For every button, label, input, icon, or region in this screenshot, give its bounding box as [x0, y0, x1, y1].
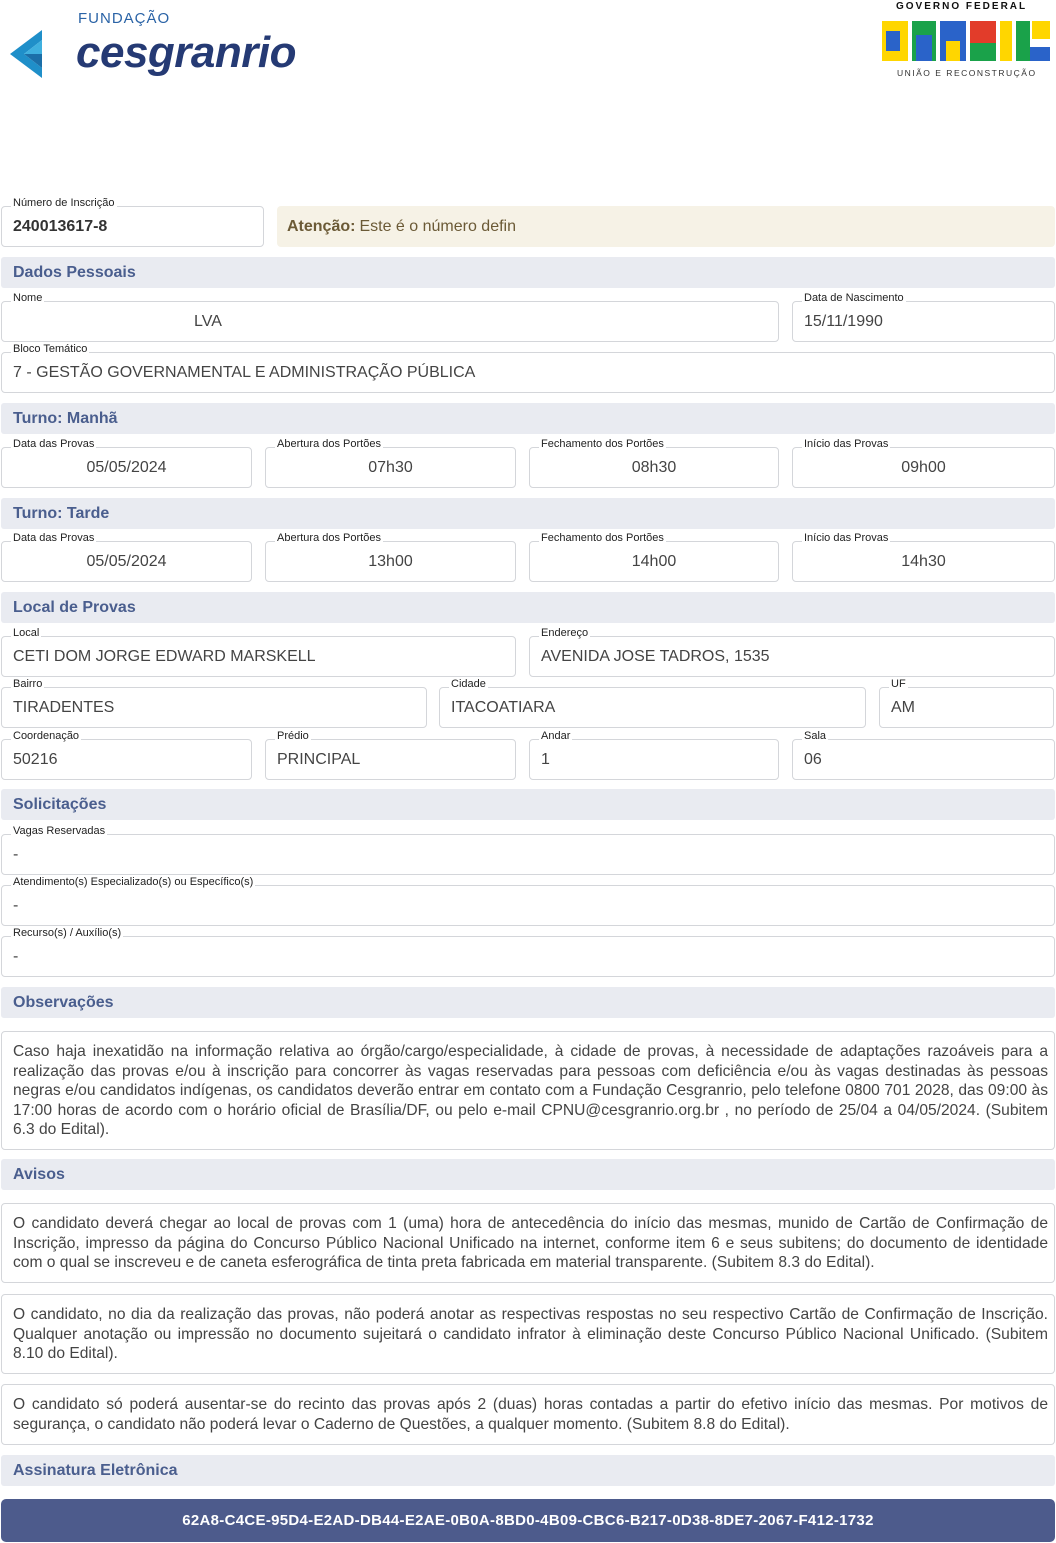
vagas-field: [1, 825, 1055, 875]
uf-value: AM: [891, 698, 915, 716]
coordenacao-field: [1, 730, 252, 780]
section-solicitacoes: [1, 789, 1055, 820]
inscricao-field: [1, 197, 264, 247]
section-title: Turno: Tarde: [13, 504, 110, 522]
coordenacao-label: Coordenação: [13, 730, 80, 742]
inscricao-value: 240013617-8: [13, 217, 108, 235]
manha-inicio-label: Início das Provas: [804, 438, 889, 450]
section-observacoes: [1, 987, 1055, 1018]
sala-label: Sala: [804, 730, 827, 742]
bloco-field: [1, 343, 1055, 393]
section-assinatura: [1, 1455, 1055, 1486]
endereco-label: Endereço: [541, 627, 589, 639]
inscricao-label: Número de Inscrição: [13, 197, 115, 209]
recurso-field: [1, 927, 1055, 977]
bairro-value: TIRADENTES: [13, 698, 115, 716]
endereco-value: AVENIDA JOSE TADROS, 1535: [541, 647, 770, 665]
cesgranrio-logo: [8, 8, 318, 88]
recurso-label: Recurso(s) / Auxílio(s): [13, 927, 122, 939]
predio-label: Prédio: [277, 730, 309, 742]
atendimento-value: -: [13, 896, 19, 914]
observacoes-text: Caso haja inexatidão na informação relativa ao órgão/cargo/especialidade, à cidade de provas, à necessidade de adaptações razoáveis para a realização das provas e/ou à inscrição para concorrer às vagas reservadas para pessoas com deficiência e/ou às vagas destinadas às pessoas negras e/ou candidatos indígenas, os candidatos deverão entrar em contato com a Fundação Cesgranrio, pelo telefone 0800 701 2028, das 09:00 às 17:00 horas de acordo com o horário oficial de Brasília/DF, ou pelo e-mail CPNU@cesgranrio.org.br , no período de 25/04 a 04/05/2024. (Subitem 6.3 do Edital).: [1, 1031, 1055, 1150]
section-avisos: [1, 1159, 1055, 1190]
nascimento-field: [792, 292, 1055, 342]
tarde-data-field: [1, 532, 252, 582]
manha-inicio-value: 09h00: [901, 458, 946, 476]
uf-field: [879, 678, 1054, 728]
section-title: Local de Provas: [13, 598, 136, 616]
atendimento-label: Atendimento(s) Especializado(s) ou Específico(s): [13, 876, 254, 888]
section-title: Assinatura Eletrônica: [13, 1461, 178, 1479]
nascimento-label: Data de Nascimento: [804, 292, 904, 304]
manha-abertura-label: Abertura dos Portões: [277, 438, 381, 450]
manha-fechamento-value: 08h30: [631, 458, 677, 476]
attention-notice: [277, 206, 1055, 247]
recurso-value: -: [13, 947, 19, 965]
aviso-item: O candidato só poderá ausentar-se do recinto das provas após 2 (duas) horas contadas a partir do efetivo início das mesmas. Por motivos de segurança, o candidato não poderá levar o Caderno de Questões, a qualquer momento. (Subitem 8.8 do Edital).: [1, 1384, 1055, 1445]
section-title: Solicitações: [13, 795, 107, 813]
gov-bottom-text: UNIÃO E RECONSTRUÇÃO: [897, 68, 1037, 78]
vagas-value: -: [13, 845, 19, 863]
nome-field: [1, 292, 779, 342]
bloco-label: Bloco Temático: [13, 343, 88, 355]
section-turno-tarde: [1, 498, 1055, 529]
manha-data-field: [1, 438, 252, 488]
nome-label: Nome: [13, 292, 43, 304]
cidade-field: [439, 678, 866, 728]
tarde-data-label: Data das Provas: [13, 532, 95, 544]
manha-abertura-value: 07h30: [368, 458, 413, 476]
section-local-provas: [1, 592, 1055, 623]
tarde-inicio-field: [792, 532, 1055, 582]
section-dados-pessoais: [1, 257, 1055, 288]
local-field: [1, 627, 516, 677]
section-title: Observações: [13, 993, 114, 1011]
section-title: Turno: Manhã: [13, 409, 118, 427]
tarde-inicio-label: Início das Provas: [804, 532, 889, 544]
andar-field: [529, 730, 779, 780]
nascimento-value: 15/11/1990: [804, 312, 883, 330]
cidade-value: ITACOATIARA: [451, 698, 556, 716]
tarde-inicio-value: 14h30: [901, 552, 946, 570]
coordenacao-value: 50216: [13, 750, 58, 768]
andar-value: 1: [541, 750, 550, 768]
cidade-label: Cidade: [451, 678, 486, 690]
aviso-item: O candidato, no dia da realização das provas, não poderá anotar as respectivas respostas no seu respectivo Cartão de Confirmação de Inscrição. Qualquer anotação ou impressão no documento sujeitará o candidato infrator à eliminação deste Concurso Público Nacional Unificado. (Subitem 8.10 do Edital).: [1, 1294, 1055, 1374]
tarde-data-value: 05/05/2024: [86, 552, 167, 570]
cesgranrio-name-text: cesgranrio: [76, 28, 296, 77]
manha-abertura-field: [265, 438, 516, 488]
atendimento-field: [1, 876, 1055, 926]
gov-top-text: GOVERNO FEDERAL: [896, 1, 1028, 12]
brasil-wordmark-icon: [882, 17, 1056, 65]
endereco-field: [529, 627, 1055, 677]
governo-federal-logo: [882, 0, 1056, 82]
manha-fechamento-label: Fechamento dos Portões: [541, 438, 664, 450]
predio-field: [265, 730, 516, 780]
bloco-value: 7 - GESTÃO GOVERNAMENTAL E ADMINISTRAÇÃO PÚBLICA: [13, 363, 476, 381]
manha-inicio-field: [792, 438, 1055, 488]
aviso-item: O candidato deverá chegar ao local de provas com 1 (uma) hora de antecedência do início das mesmas, munido de Cartão de Confirmação de Inscrição, impresso da página do Concurso Público Nacional Unificado na internet, conforme item 6 e seus subitens; do documento de identidade com o qual se inscreveu e de caneta esferográfica de tinta preta fabricada em material transparente. (Subitem 8.3 do Edital).: [1, 1203, 1055, 1283]
bairro-field: [1, 678, 427, 728]
manha-data-label: Data das Provas: [13, 438, 95, 450]
vagas-label: Vagas Reservadas: [13, 825, 106, 837]
nome-value: LVA: [194, 312, 222, 330]
andar-label: Andar: [541, 730, 571, 742]
tarde-abertura-field: [265, 532, 516, 582]
attention-text: Este é o número defin: [359, 217, 516, 235]
tarde-fechamento-label: Fechamento dos Portões: [541, 532, 664, 544]
section-title: Dados Pessoais: [13, 263, 136, 281]
cesgranrio-fundacao-text: FUNDAÇÃO: [78, 10, 171, 27]
tarde-abertura-value: 13h00: [368, 552, 413, 570]
section-turno-manha: [1, 403, 1055, 434]
tarde-abertura-label: Abertura dos Portões: [277, 532, 381, 544]
cesgranrio-arrow-icon: [8, 26, 72, 82]
signature-code: 62A8-C4CE-95D4-E2AD-DB44-E2AE-0B0A-8BD0-4B09-CBC6-B217-0D38-8DE7-2067-F412-1732: [1, 1499, 1055, 1542]
sala-value: 06: [804, 750, 822, 768]
tarde-fechamento-field: [529, 532, 779, 582]
manha-data-value: 05/05/2024: [86, 458, 167, 476]
uf-label: UF: [891, 678, 906, 690]
tarde-fechamento-value: 14h00: [631, 552, 677, 570]
local-label: Local: [13, 627, 40, 639]
local-value: CETI DOM JORGE EDWARD MARSKELL: [13, 647, 316, 665]
attention-bold: Atenção:: [287, 217, 356, 235]
sala-field: [792, 730, 1055, 780]
section-title: Avisos: [13, 1165, 65, 1183]
predio-value: PRINCIPAL: [277, 750, 361, 768]
bairro-label: Bairro: [13, 678, 43, 690]
manha-fechamento-field: [529, 438, 779, 488]
